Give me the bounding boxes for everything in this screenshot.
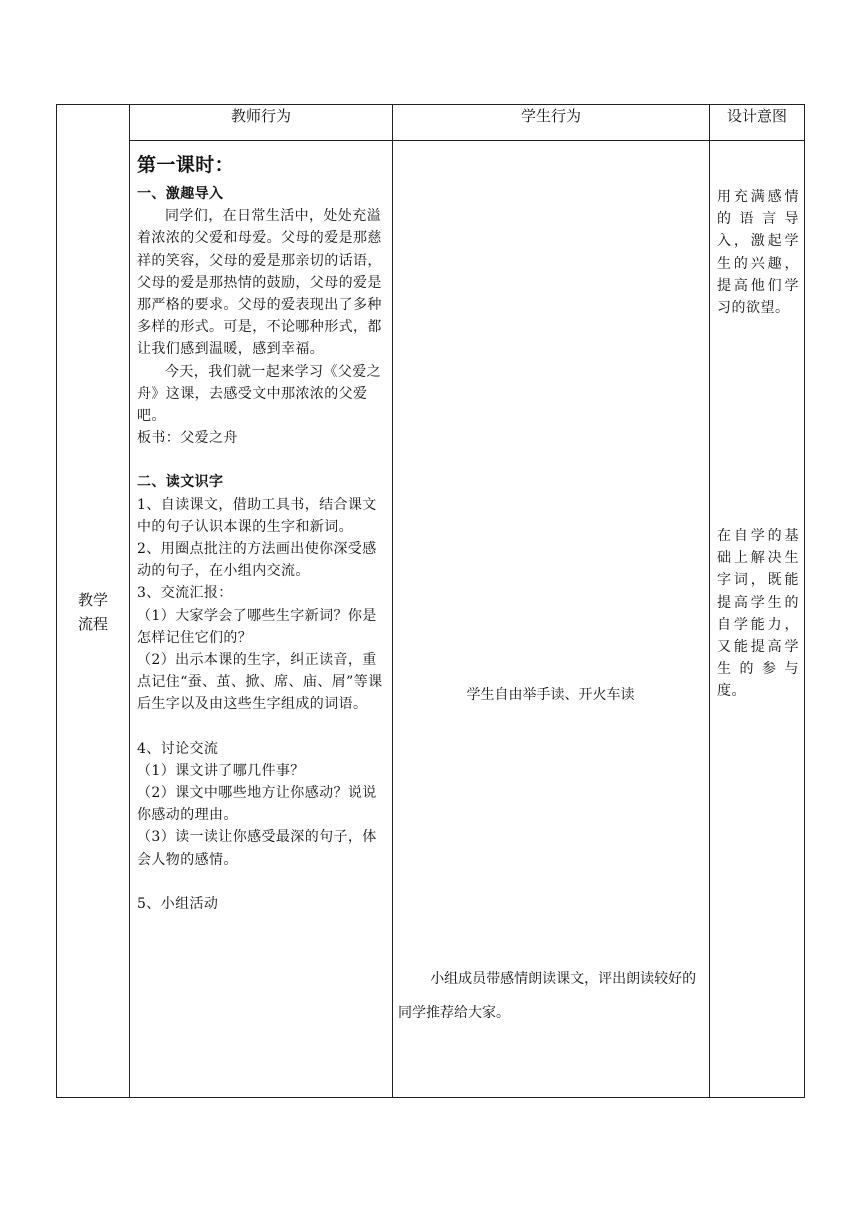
design-intent-2: 在自学的基础上解决生字词，既能提高学生的自学能力，又能提高学生的参与度。	[717, 528, 799, 700]
section-1-title: 一、激趣导入	[137, 186, 224, 202]
student-activity-2	[398, 962, 703, 1030]
step-4-3: （3）读一读让你感受最深的句子，体会人物的感情。	[137, 829, 377, 868]
step-3-2: （2）出示本课的生字，纠正读音，重点记住“蚕、茧、掀、席、庙、屑”等课后生字以及由这些生字组成的词语。	[137, 652, 383, 713]
design-intent-1: 用充满感情的语言导入，激起学生的兴趣，提高他们学习的欲望。	[717, 189, 799, 317]
step-3: 3、交流汇报：	[137, 585, 233, 602]
column-divider-2	[392, 104, 393, 1098]
section-2-title: 二、读文识字	[137, 474, 224, 491]
student-activity-1	[398, 678, 703, 712]
header-teacher: 教师行为	[230, 107, 291, 125]
side-label	[56, 588, 130, 636]
step-4: 4、讨论交流	[137, 740, 219, 757]
step-1: 1、自读课文，借助工具书，结合课文中的句子认识本课的生字和新词。	[137, 496, 377, 535]
side-label-line-1: 教学	[77, 591, 108, 609]
header-student: 学生行为	[520, 107, 581, 125]
board-writing: 板书：父爱之舟	[137, 430, 238, 447]
teacher-content	[137, 150, 390, 915]
step-4-2: （2）课文中哪些地方让你感动？说说你感动的理由。	[137, 785, 377, 824]
table-border-right	[804, 104, 805, 1098]
side-label-line-2: 流程	[77, 615, 108, 633]
step-4-1: （1）课文讲了哪几件事？	[137, 762, 305, 779]
header-row-divider	[129, 140, 805, 141]
student-activity-2-text: 小组成员带感情朗读课文，评出朗读较好的同学推荐给大家。	[398, 971, 697, 1021]
column-divider-3	[709, 104, 710, 1098]
section-1-paragraph-1: 同学们，在日常生活中，处处充溢着浓浓的父爱和母爱。父母的爱是那慈祥的笑容，父母的爱是那亲切的话语，父母的爱是那热情的鼓励，父母的爱是那严格的要求。父母的爱表现出了多种多样的形式。可是，不论哪种形式，都让我们感到温暖，感到幸福。	[137, 208, 382, 358]
student-activity-1-text: 学生自由举手读、开火车读	[466, 687, 635, 703]
lesson-title: 第一课时：	[137, 154, 235, 176]
header-design: 设计意图	[726, 107, 787, 125]
step-5: 5、小组活动	[137, 895, 219, 912]
step-3-1: （1）大家学会了哪些生字新词？你是怎样记住它们的？	[137, 607, 377, 646]
section-1-paragraph-2: 今天，我们就一起来学习《父爱之舟》这课，去感受文中那浓浓的父爱吧。	[137, 363, 381, 425]
step-2: 2、用圈点批注的方法画出使你深受感动的句子，在小组内交流。	[137, 541, 377, 580]
table-border-bottom	[56, 1097, 805, 1098]
